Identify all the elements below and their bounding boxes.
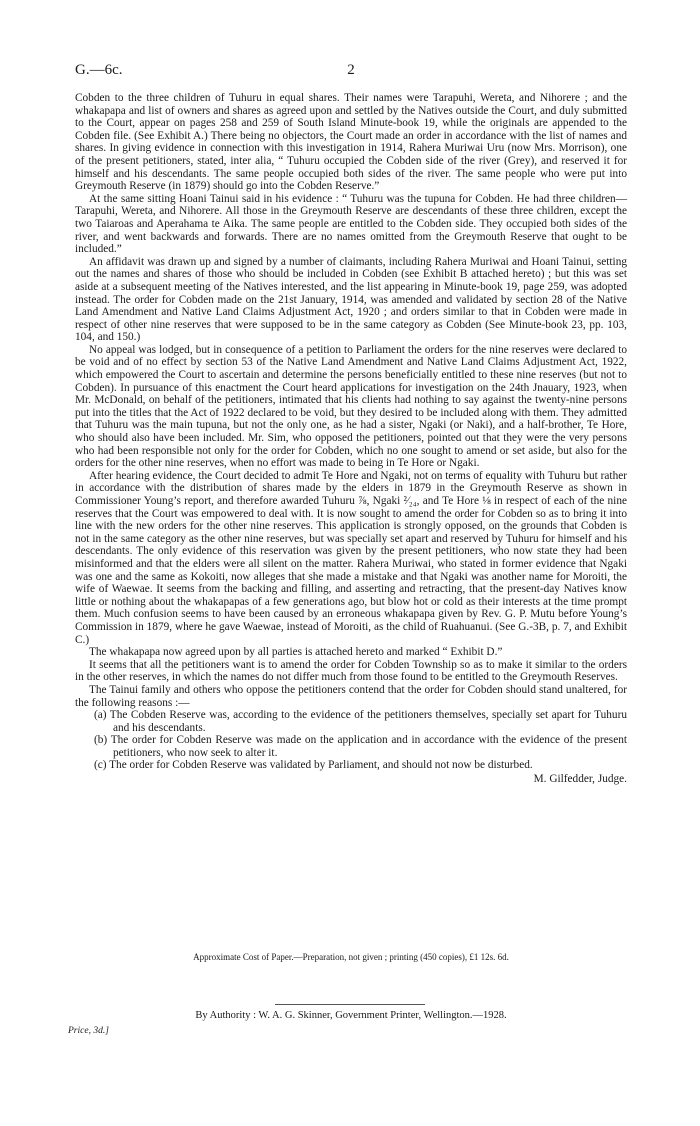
paragraph: After hearing evidence, the Court decided to admit Te Hore and Ngaki, not on terms of equality with Tuhuru but rather in accordance with the distribution of shares made by the elders in 1879 in the Greymouth Reserve as shown in Commissioner Young’s report, and therefore awarded Tuhuru ⅞, Ngaki ²⁄₂₄, and Te Hore ⅛ in respect of each of the nine reserves that the Court was empowered to deal with. It is now sought to amend the order for Cobden so as to bring it into line with the new orders for the other nine reserves. This application is strongly opposed, on the grounds that Cobden is not in the same category as the other nine reserves, but was specially set apart and reserved by Tuhuru for himself and his descendants. The only evidence of this reservation was given by the present petitioners, who now state they had been misinformed and that the elders were all silent on the matter. Rahera Muriwai, who stated in former evidence that Ngaki was one and the same as Kokoiti, now alleges that she made a mistake and that Ngaki was another name for Moroiti, the wife of Waewae. It seems from the backing and filling, and asserting and retracting, that the present-day Natives know little or nothing about the whakapapas of a few generations ago, but blow hot or cold as their interests at the time prompt them. Much confusion seems to have been caused by an erroneous whakapapa given by Rev. G. P. Mutu before Young’s Commission in 1879, where he gave Waewae, instead of Moroiti, as the child of Ruahuanui. (See G.-3B, p. 7, and Exhibit C.) — [75, 469, 627, 646]
list-item: (c) The order for Cobden Reserve was validated by Parliament, and should not now be disturbed. — [94, 759, 533, 772]
paragraph: An affidavit was drawn up and signed by a number of claimants, including Rahera Muriwai and Hoani Tainui, setting out the names and shares of those who should be included in Cobden (see Exhibit B attached hereto) ; but this was set aside at a subsequent meeting of the Natives interested, and the list appearing in Minute-book 19, page 259, was adopted instead. The order for Cobden made on the 21st January, 1914, was amended and validated by section 28 of the Native Land Amendment and Native Land Claims Adjustment Act, 1920 ; and orders similar to that in Cobden were made in respect of other nine reserves that were supposed to be in the same category as Cobden (See Minute-book 23, pp. 103, 104, and 150.) — [75, 255, 627, 344]
authority-line: By Authority : W. A. G. Skinner, Government Printer, Wellington.—1928. — [195, 1010, 507, 1021]
cost-note: Approximate Cost of Paper.—Preparation, not given ; printing (450 copies), £1 12s. 6d. — [193, 952, 509, 962]
document-body — [75, 92, 627, 786]
paragraph: The whakapapa now agreed upon by all parties is attached hereto and marked “ Exhibit D.” — [89, 646, 503, 659]
divider — [275, 1004, 425, 1005]
paragraph: At the same sitting Hoani Tainui said in his evidence : “ Tuhuru was the tupuna for Cobden. He had three children—Tarapuhi, Wereta, and Nihorere. All those in the Greymouth Reserve are descendants of these three children, except the two Taiaroas and Aperahama te Aika. The same people are entitled to the Cobden side. They occupied both sides of the river, and went backwards and forwards. There are no names omitted from the Greymouth Reserve that ought to be included.” — [75, 192, 627, 256]
paragraph: It seems that all the petitioners want is to amend the order for Cobden Township so as to make it similar to the orders in the other reserves, in which the names do not differ much from those found to be entitled to the Greymouth Reserves. — [75, 658, 627, 684]
page-header — [75, 62, 627, 82]
paragraph: Cobden to the three children of Tuhuru in equal shares. Their names were Tarapuhi, Wereta, and Nihorere ; and the whakapapa and list of owners and shares as agreed upon and settled by the Natives outside the Court, and duly submitted to the Court, appear on pages 258 and 259 of South Island Minute-book 19, while the originals are appended to the Cobden file. (See Exhibit A.) There being no objectors, the Court made an order in accordance with the list of names and shares. In giving evidence in connection with this investigation in 1914, Rahera Muriwai Uru (now Mrs. Morrison), one of the present petitioners, stated, inter alia, “ Tuhuru occupied the Cobden side of the river (Grey), and reserved it for himself and his descendants. The same people occupied both sides of the river. The same people who were put into Greymouth Reserve (in 1879) should go into the Cobden Reserve.” — [75, 92, 627, 193]
paragraph: No appeal was lodged, but in consequence of a petition to Parliament the orders for the nine reserves were declared to be void and of no effect by section 53 of the Native Land Amendment and Native Land Claims Adjustment Act, 1922, which empowered the Court to ascertain and determine the persons beneficially entitled to these nine reserves (but not to Cobden). In pursuance of this enactment the Court heard applications for investigation on the 24th Jnauary, 1923, when Mr. McDonald, on behalf of the petitioners, intimated that his clients had nothing to say against the twenty-nine persons put into the titles that the Act of 1922 declared to be void, but they desired to be included along with them. They admitted that Tuhuru was the main tupuna, but not the only one, as he had a sister, Ngaki (or Naki), and a half-brother, Te Hore, who should also have been included. Mr. Sim, who opposed the petitioners, pointed out that they were the very persons who had been responsible not only for the order for Cobden, which no one sought to amend or set aside, but also for the orders for the other nine reserves, when no effort was made to being in Te Hore or Ngaki. — [75, 343, 627, 470]
signature: M. Gilfedder, Judge. — [533, 773, 627, 786]
reasons-list — [75, 709, 627, 772]
paragraph: The Tainui family and others who oppose the petitioners contend that the order for Cobden should stand unaltered, for the following reasons :— — [75, 683, 627, 709]
document-reference: G.—6c. — [75, 62, 123, 78]
price-note: Price, 3d.] — [68, 1026, 109, 1036]
page-number: 2 — [347, 62, 355, 78]
list-item: (a) The Cobden Reserve was, according to the evidence of the petitioners themselves, specially set apart for Tuhuru and his descendants. — [94, 709, 627, 734]
list-item: (b) The order for Cobden Reserve was made on the application and in accordance with the evidence of the present petitioners, who now seek to alter it. — [94, 734, 627, 759]
